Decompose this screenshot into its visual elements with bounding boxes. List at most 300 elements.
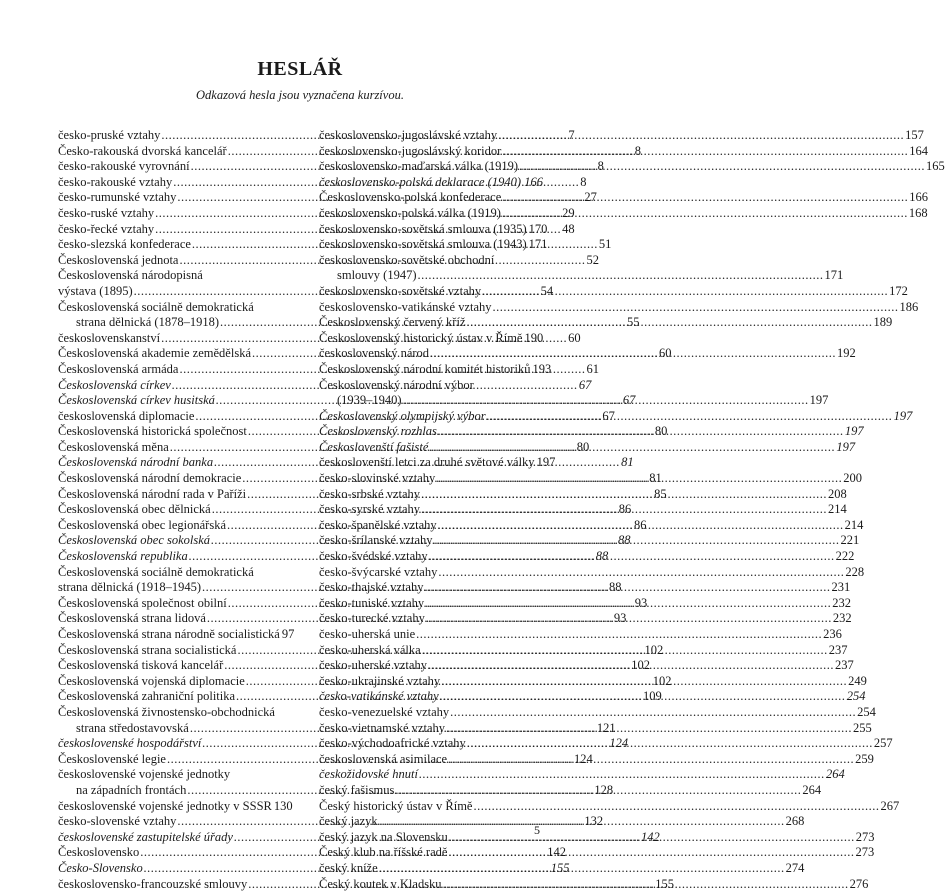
index-entry bbox=[319, 752, 543, 768]
index-entry-page: 61 bbox=[586, 362, 599, 378]
dot-leader bbox=[429, 549, 835, 565]
dot-leader bbox=[448, 752, 854, 768]
index-entry-text: Československý červený kříž bbox=[319, 315, 466, 331]
index-entry bbox=[319, 689, 543, 705]
index-entry-text: česko-uherská válka bbox=[319, 643, 421, 659]
index-entry-page: 259 bbox=[855, 752, 874, 768]
index-entry-page: 264 bbox=[802, 783, 821, 799]
index-entry-text: Československý národní komitét historiků bbox=[319, 362, 530, 378]
index-entry-page: 60 bbox=[568, 331, 581, 347]
dot-leader bbox=[519, 159, 925, 175]
dot-leader bbox=[446, 721, 852, 737]
index-entry bbox=[58, 440, 279, 456]
index-entry bbox=[58, 253, 279, 269]
index-entry-text: československanství bbox=[58, 331, 160, 347]
dot-leader bbox=[440, 689, 846, 705]
index-entry-page: 166 bbox=[909, 190, 928, 206]
index-entry-page: 8 bbox=[580, 175, 586, 191]
index-entry-page: 232 bbox=[832, 596, 851, 612]
index-entry-text: Českoslovenští fašisté bbox=[319, 440, 428, 456]
dot-leader bbox=[493, 300, 899, 316]
index-entry-page: 186 bbox=[900, 300, 919, 316]
index-entry-page: 157 bbox=[905, 128, 924, 144]
index-entry-text: Československá společnost obilní bbox=[58, 596, 227, 612]
index-entry bbox=[58, 455, 279, 471]
dot-leader bbox=[443, 877, 849, 892]
index-entry bbox=[58, 705, 279, 736]
index-entry-text: Československá živnostensko-obchodnická bbox=[58, 705, 275, 719]
index-entry-page: 274 bbox=[786, 861, 805, 877]
index-entry-page: 168 bbox=[909, 206, 928, 222]
index-entry-page: 85 bbox=[654, 487, 667, 503]
index-entry bbox=[319, 284, 543, 300]
index-entry-text: českoslovenští letci za druhé světové války bbox=[319, 455, 535, 471]
dot-leader bbox=[434, 533, 840, 549]
index-entry-page: 166 bbox=[524, 175, 543, 191]
index-entry bbox=[319, 721, 543, 737]
index-entry bbox=[319, 799, 543, 815]
index-entry-page: 52 bbox=[586, 253, 599, 269]
index-entry-page: 200 bbox=[843, 471, 862, 487]
index-entry-text: česko-východoafrické vztahy bbox=[319, 736, 466, 752]
index-entry bbox=[319, 237, 543, 253]
index-entry-text: český jazyk na Slovensku bbox=[319, 830, 448, 846]
index-entry bbox=[319, 596, 543, 612]
index-entry-text: Československá armáda bbox=[58, 362, 178, 378]
index-entry-text: Československá jednota bbox=[58, 253, 178, 269]
index-entry bbox=[319, 362, 543, 378]
index-entry-page: 155 bbox=[551, 861, 570, 877]
index-entry-page: 276 bbox=[850, 877, 869, 892]
index-entry-page: 142 bbox=[641, 830, 660, 846]
dot-leader bbox=[419, 767, 825, 783]
index-entry-page: 51 bbox=[599, 237, 612, 253]
index-entry-text: Československá strana národně socialistická bbox=[58, 627, 280, 643]
dot-leader bbox=[473, 799, 879, 815]
index-entry-text: Československá církev husitská bbox=[58, 393, 215, 409]
index-entry-page: 86 bbox=[634, 518, 647, 534]
index-entry bbox=[319, 378, 543, 409]
index-entry bbox=[319, 611, 543, 627]
index-entry-text: Československá obec sokolská bbox=[58, 533, 210, 549]
index-entry-page: 128 bbox=[594, 783, 613, 799]
index-entry bbox=[319, 409, 543, 425]
dot-leader bbox=[449, 830, 855, 846]
index-entry-page: 80 bbox=[577, 440, 590, 456]
index-entry-text: československé vojenské jednotky bbox=[58, 767, 230, 781]
index-entry-text: československé zastupitelské úřady bbox=[58, 830, 233, 846]
index-entry-page: 81 bbox=[649, 471, 662, 487]
index-entry-text: česko-šrílanské vztahy bbox=[319, 533, 433, 549]
index-entry-page: 8 bbox=[635, 144, 641, 160]
page-subtitle: Odkazová hesla jsou vyznačena kurzívou. bbox=[0, 88, 600, 103]
index-entry bbox=[58, 222, 279, 238]
index-entry bbox=[319, 144, 543, 160]
index-entry-page: 124 bbox=[574, 752, 593, 768]
index-entry bbox=[58, 144, 279, 160]
index-entry-text: česko-ukrajinské vztahy bbox=[319, 674, 440, 690]
index-entry bbox=[319, 502, 543, 518]
index-entry-text: Československá národní demokracie bbox=[58, 471, 241, 487]
index-entry-text: česko-švýcarské vztahy bbox=[319, 565, 437, 581]
index-entry-text: Československý olympijský výbor bbox=[319, 409, 486, 425]
index-entry-text: československo-jugoslávský koridor bbox=[319, 144, 501, 160]
index-entry-text: československé hospodářství bbox=[58, 736, 201, 752]
index-entry bbox=[58, 689, 279, 705]
dot-leader bbox=[425, 596, 831, 612]
index-entry bbox=[58, 674, 279, 690]
index-entry bbox=[58, 409, 279, 425]
index-entry bbox=[58, 830, 279, 846]
index-entry-text: Československo-polská konfederace bbox=[319, 190, 501, 206]
index-entry-text: česko-ruské vztahy bbox=[58, 206, 154, 222]
index-entry bbox=[58, 533, 279, 549]
index-entry-text: česko-rumunské vztahy bbox=[58, 190, 176, 206]
index-entry-text: česko-španělské vztahy bbox=[319, 518, 437, 534]
index-entry-text: strana středostavovská bbox=[76, 721, 189, 737]
index-entry-text: česko-slovinské vztahy bbox=[319, 471, 435, 487]
dot-leader bbox=[418, 268, 824, 284]
index-entry-text: český fašismus bbox=[319, 783, 394, 799]
dot-leader bbox=[448, 845, 854, 861]
index-entry-text: československo-polská deklarace (1940) bbox=[319, 175, 521, 191]
index-entry-text: Český klub na říšské radě bbox=[319, 845, 447, 861]
index-entry bbox=[319, 845, 543, 861]
index-entry-text: česko-vietnamské vztahy bbox=[319, 721, 445, 737]
index-entry-text: Československo bbox=[58, 845, 139, 861]
index-entry-text: československo-sovětské obchodní bbox=[319, 253, 494, 267]
index-entry-page: 273 bbox=[855, 845, 874, 861]
index-entry-page: 197 bbox=[845, 424, 864, 440]
index-entry-page: 171 bbox=[825, 268, 844, 284]
index-entry-page: 189 bbox=[874, 315, 893, 331]
index-entry bbox=[319, 440, 543, 456]
index-entry-page: 170 bbox=[529, 222, 548, 238]
index-column-right bbox=[319, 128, 543, 892]
index-entry-text: Česko-Slovensko bbox=[58, 861, 143, 877]
dot-leader bbox=[422, 643, 828, 659]
index-entry-text: Československá obec legionářská bbox=[58, 518, 226, 534]
index-entry-text: Český koutek v Kladsku bbox=[319, 877, 442, 892]
index-entry-text: československo-vatikánské vztahy bbox=[319, 300, 492, 316]
index-entry-text: Československá republika bbox=[58, 549, 188, 565]
dot-leader bbox=[379, 814, 785, 830]
page-title: HESLÁŘ bbox=[0, 58, 600, 81]
index-entry-page: 67 bbox=[623, 393, 636, 409]
index-entry-text: česko-tuniské vztahy bbox=[319, 596, 424, 612]
index-entry bbox=[58, 565, 279, 596]
index-entry bbox=[319, 471, 543, 487]
index-entry-page: 237 bbox=[835, 658, 854, 674]
index-entry-text: česko-slovenské vztahy bbox=[58, 814, 176, 830]
index-entry-page: 165 bbox=[926, 159, 945, 175]
index-entry-page: 130 bbox=[274, 799, 293, 815]
dot-leader bbox=[502, 206, 908, 222]
index-entry-text: československo-francouzské smlouvy bbox=[58, 877, 247, 892]
index-entry bbox=[58, 190, 279, 206]
index-entry bbox=[319, 331, 543, 347]
index-entry bbox=[319, 159, 543, 175]
dot-leader bbox=[416, 627, 822, 643]
index-entry bbox=[58, 378, 279, 394]
index-entry bbox=[319, 705, 543, 721]
index-entry-text: česko-řecké vztahy bbox=[58, 222, 154, 238]
index-entry-text: Československá měna bbox=[58, 440, 169, 456]
index-entry bbox=[58, 845, 279, 861]
index-entry-page: 255 bbox=[853, 721, 872, 737]
index-entry-text: česko-srbské vztahy bbox=[319, 487, 420, 503]
index-entry bbox=[58, 627, 279, 643]
index-entry-page: 29 bbox=[562, 206, 575, 222]
index-entry bbox=[319, 424, 543, 440]
index-entry-page: 97 bbox=[282, 627, 295, 643]
index-entry-text: Československá obec dělnická bbox=[58, 502, 211, 518]
index-entry-text: česko-slezská konfederace bbox=[58, 237, 191, 253]
index-entry bbox=[319, 300, 543, 316]
index-entry-page: 208 bbox=[828, 487, 847, 503]
index-entry-text: Československá národopisná bbox=[58, 268, 203, 282]
index-entry-text: smlouvy (1947) bbox=[337, 268, 417, 284]
dot-leader bbox=[421, 502, 827, 518]
index-entry-text: Česko-rakouská dvorská kancelář bbox=[58, 144, 227, 160]
index-entry-page: 221 bbox=[841, 533, 860, 549]
index-entry-page: 190 bbox=[524, 331, 543, 347]
index-entry-text: Československá sociálně demokratická bbox=[58, 300, 254, 314]
index-entry-page: 257 bbox=[874, 736, 893, 752]
index-entry bbox=[319, 549, 543, 565]
index-entry bbox=[58, 767, 279, 798]
index-entry bbox=[58, 393, 279, 409]
index-entry-text: československá asimilace bbox=[319, 752, 447, 768]
index-entry-page: 102 bbox=[653, 674, 672, 690]
dot-leader bbox=[450, 705, 856, 721]
dot-leader bbox=[426, 611, 832, 627]
index-entry bbox=[319, 674, 543, 690]
index-entry bbox=[58, 596, 279, 612]
index-entry-page: 197 bbox=[894, 409, 913, 425]
index-entry-text: český kníže bbox=[319, 861, 378, 877]
index-entry-page: 267 bbox=[880, 799, 899, 815]
index-entry-text: Československá historická společnost bbox=[58, 424, 247, 440]
index-entry-page: 214 bbox=[828, 502, 847, 518]
index-entry bbox=[58, 658, 279, 674]
index-entry-page: 102 bbox=[631, 658, 650, 674]
dot-leader bbox=[502, 144, 908, 160]
index-entry-text: československé vojenské jednotky v SSSR bbox=[58, 799, 272, 815]
index-entry bbox=[58, 643, 279, 659]
dot-leader bbox=[430, 346, 836, 362]
dot-leader bbox=[395, 783, 801, 799]
index-entry bbox=[58, 502, 279, 518]
dot-leader bbox=[429, 440, 835, 456]
index-entry bbox=[319, 315, 543, 331]
index-entry-text: českožidovské hnutí bbox=[319, 767, 418, 783]
index-entry bbox=[319, 783, 543, 799]
index-entry-text: československo-sovětská smlouva (1943) bbox=[319, 237, 527, 253]
dot-leader bbox=[522, 175, 523, 191]
index-entry-page: 121 bbox=[597, 721, 616, 737]
page-number: 5 bbox=[534, 823, 540, 838]
index-entry bbox=[58, 346, 279, 362]
index-entry-page: 232 bbox=[833, 611, 852, 627]
index-entry-page: 88 bbox=[609, 580, 622, 596]
index-entry-page: 88 bbox=[596, 549, 609, 565]
index-entry-page: 60 bbox=[659, 346, 672, 362]
index-entry-text: česko-uherská unie bbox=[319, 627, 415, 643]
index-entry bbox=[319, 128, 543, 144]
index-entry-page: 67 bbox=[602, 409, 615, 425]
index-entry-page: 109 bbox=[643, 689, 662, 705]
index-entry bbox=[319, 658, 543, 674]
index-entry-text: česko-thajské vztahy bbox=[319, 580, 423, 596]
index-entry-page: 93 bbox=[635, 596, 648, 612]
index-entry bbox=[58, 128, 279, 144]
dot-leader bbox=[498, 128, 904, 144]
index-entry-page: 164 bbox=[909, 144, 928, 160]
index-entry-page: 264 bbox=[826, 767, 845, 783]
index-entry-text: Československá národní rada v Paříži bbox=[58, 487, 246, 503]
dot-leader bbox=[487, 409, 893, 425]
index-entry-text: Československá strana lidová bbox=[58, 611, 206, 627]
dot-leader bbox=[438, 424, 844, 440]
index-entry-page: 193 bbox=[532, 362, 551, 378]
index-entry bbox=[58, 471, 279, 487]
index-entry bbox=[58, 549, 279, 565]
dot-leader bbox=[421, 487, 827, 503]
index-entry-page: 273 bbox=[856, 830, 875, 846]
index-entry bbox=[58, 611, 279, 627]
index-entry bbox=[58, 736, 279, 752]
index-entry-page: 81 bbox=[621, 455, 634, 471]
index-entry-page: 214 bbox=[845, 518, 864, 534]
index-entry-text: Československý historický ústav v Římě bbox=[319, 331, 522, 347]
index-entry bbox=[58, 518, 279, 534]
index-entry bbox=[319, 580, 543, 596]
index-entry-page: 254 bbox=[847, 689, 866, 705]
index-entry-page: 93 bbox=[614, 611, 627, 627]
index-entry-page: 48 bbox=[562, 222, 575, 238]
dot-leader bbox=[502, 190, 908, 206]
index-entry-text: československo-maďarská válka (1919) bbox=[319, 159, 518, 175]
index-entry-page: 124 bbox=[609, 736, 628, 752]
index-entry bbox=[319, 175, 543, 191]
index-entry bbox=[58, 300, 279, 331]
index-entry bbox=[58, 159, 279, 175]
index-entry-text: (1939–1940) bbox=[337, 393, 402, 409]
dot-leader bbox=[436, 471, 842, 487]
index-entry-text: česko-turecké vztahy bbox=[319, 611, 425, 627]
index-entry bbox=[319, 877, 543, 892]
index-entry-text: česko-syrské vztahy bbox=[319, 502, 420, 518]
index-entry-page: 132 bbox=[584, 814, 603, 830]
index-entry bbox=[319, 861, 543, 877]
index-entry-text: Československá vojenská diplomacie bbox=[58, 674, 245, 690]
index-entry-text: česko-rakouské vyrovnání bbox=[58, 159, 190, 175]
index-entry-page: 197 bbox=[810, 393, 829, 409]
index-entry-page: 8 bbox=[598, 159, 604, 175]
index-entry-text: česko-pruské vztahy bbox=[58, 128, 160, 144]
index-entry-page: 254 bbox=[857, 705, 876, 721]
index-entry bbox=[319, 253, 543, 284]
dot-leader bbox=[467, 315, 873, 331]
index-entry bbox=[319, 487, 543, 503]
index-entry bbox=[58, 331, 279, 347]
index-entry bbox=[58, 487, 279, 503]
index-entry bbox=[58, 877, 279, 892]
index-entry bbox=[319, 518, 543, 534]
index-entry-page: 197 bbox=[537, 455, 556, 471]
dot-leader bbox=[441, 674, 847, 690]
index-entry-text: strana dělnická (1878–1918) bbox=[76, 315, 219, 331]
index-entry bbox=[58, 268, 279, 299]
dot-leader bbox=[467, 736, 873, 752]
index-entry-text: Československá zahraniční politika bbox=[58, 689, 235, 705]
dot-leader bbox=[428, 658, 834, 674]
index-entry bbox=[58, 175, 279, 191]
index-entry-text: Československá národní banka bbox=[58, 455, 213, 471]
dot-leader bbox=[379, 861, 785, 877]
index-entry-page: 268 bbox=[786, 814, 805, 830]
index-entry bbox=[319, 206, 543, 222]
index-entry-page: 155 bbox=[655, 877, 674, 892]
index-entry-page: 88 bbox=[618, 533, 631, 549]
index-entry-page: 171 bbox=[529, 237, 548, 253]
index-entry bbox=[319, 222, 543, 238]
dot-leader bbox=[482, 284, 888, 300]
index-entry-page: 54 bbox=[541, 284, 554, 300]
index-entry-page: 7 bbox=[568, 128, 574, 144]
index-entry bbox=[319, 533, 543, 549]
index-entry-text: Československá strana socialistická bbox=[58, 643, 236, 659]
index-entry-text: Československé legie bbox=[58, 752, 166, 768]
index-entry-page: 142 bbox=[547, 845, 566, 861]
index-entry bbox=[58, 861, 279, 877]
index-entry-text: československo-sovětské vztahy bbox=[319, 284, 481, 300]
index-entry bbox=[58, 799, 279, 815]
index-entry-page: 55 bbox=[627, 315, 640, 331]
index-entry bbox=[319, 643, 543, 659]
index-entry-text: Československá tisková kancelář bbox=[58, 658, 223, 674]
dot-leader bbox=[438, 565, 844, 581]
index-entry-text: česko-rakouské vztahy bbox=[58, 175, 172, 191]
index-column-left bbox=[58, 128, 279, 892]
index-entry bbox=[58, 362, 279, 378]
index-entry-page: 237 bbox=[829, 643, 848, 659]
index-entry-text: česko-vatikánské vztahy bbox=[319, 689, 439, 705]
index-entry bbox=[319, 346, 543, 362]
index-entry-text: česko-uherské vztahy bbox=[319, 658, 427, 674]
index-entry-text: česko-venezuelské vztahy bbox=[319, 705, 449, 721]
index-entry-text: československo-sovětská smlouva (1935) bbox=[319, 222, 527, 238]
index-entry-page: 228 bbox=[845, 565, 864, 581]
index-entry bbox=[319, 627, 543, 643]
index-entry-page: 102 bbox=[644, 643, 663, 659]
index-entry bbox=[319, 455, 543, 471]
index-entry-page: 249 bbox=[848, 674, 867, 690]
index-entry-text: Československý rozhlas bbox=[319, 424, 437, 440]
index-entry-text: výstava (1895) bbox=[58, 284, 133, 300]
index-entry bbox=[319, 767, 543, 783]
index-entry-page: 197 bbox=[836, 440, 855, 456]
index-entry-text: československá diplomacie bbox=[58, 409, 194, 425]
index-entry bbox=[58, 424, 279, 440]
index-entry-text: česko-švédské vztahy bbox=[319, 549, 428, 565]
index-entry-text: československý národ bbox=[319, 346, 429, 362]
index-entry-page: 80 bbox=[655, 424, 668, 440]
index-entry-page: 231 bbox=[831, 580, 850, 596]
index-entry bbox=[319, 736, 543, 752]
index-entry-text: československo-polská válka (1919) bbox=[319, 206, 501, 222]
